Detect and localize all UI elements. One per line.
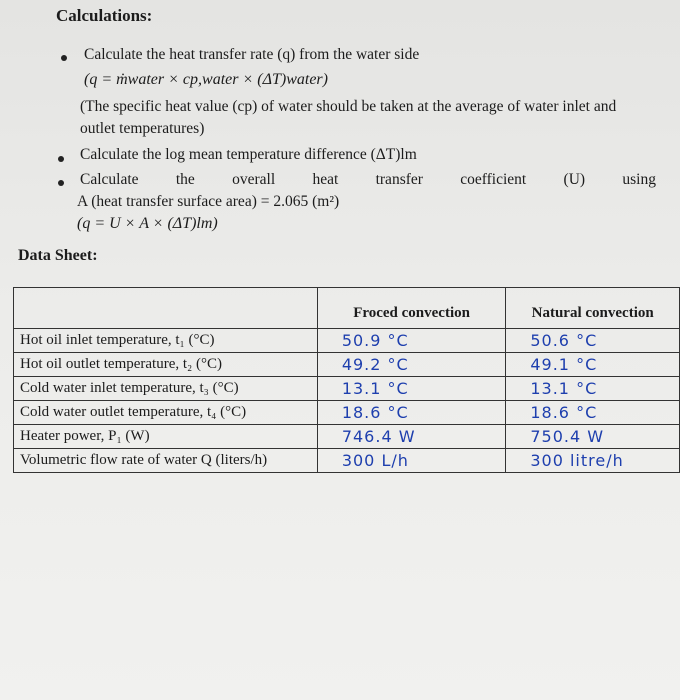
bullet3-word: using [622, 171, 656, 188]
bullet-dot [58, 156, 64, 162]
bullet3-word: overall [232, 171, 276, 188]
row-label: Hot oil outlet temperature, t₂ (°C) [14, 353, 318, 377]
row-label: Cold water inlet temperature, t₃ (°C) [14, 377, 318, 401]
bullet1-note: (The specific heat value (cp) of water should be taken at the average of water inlet and [80, 98, 617, 115]
table-row [14, 425, 680, 449]
bullet2-text: Calculate the log mean temperature difference (ΔT)lm [80, 146, 417, 163]
table-row [14, 449, 680, 473]
row-label: Cold water outlet temperature, t₄ (°C) [14, 401, 318, 425]
bullet3-word: transfer [375, 171, 423, 188]
table-row [14, 377, 680, 401]
bullet-dot [58, 180, 64, 186]
table-row [14, 401, 680, 425]
bullet1-note-cont: outlet temperatures) [80, 120, 205, 137]
forced-value: 13.1 °C [317, 377, 506, 401]
bullet3-word: the [175, 171, 195, 188]
table-row [14, 353, 680, 377]
bullet-dot [61, 55, 67, 61]
row-label: Hot oil inlet temperature, t₁ (°C) [14, 329, 318, 353]
forced-value: 50.9 °C [317, 329, 506, 353]
bullet3-area: A (heat transfer surface area) = 2.065 (m²) [77, 193, 340, 210]
table-header-row [14, 288, 680, 329]
header-natural-convection: Natural convection [506, 288, 680, 329]
bullet3-text [80, 171, 656, 189]
data-sheet-heading: Data Sheet: [18, 247, 98, 264]
calculations-heading: Calculations: [56, 6, 153, 25]
bullet3-word: coefficient [460, 171, 527, 188]
header-forced-convection: Froced convection [317, 288, 506, 329]
forced-value: 49.2 °C [317, 353, 506, 377]
forced-value: 746.4 W [317, 425, 506, 449]
bullet3-word: heat [312, 171, 339, 188]
natural-value: 49.1 °C [506, 353, 680, 377]
natural-value: 18.6 °C [506, 401, 680, 425]
natural-value: 750.4 W [506, 425, 680, 449]
bullet3-word: Calculate [80, 171, 139, 188]
forced-value: 18.6 °C [317, 401, 506, 425]
row-label: Volumetric flow rate of water Q (liters/h) [14, 449, 318, 473]
natural-value: 50.6 °C [506, 329, 680, 353]
bullet3-formula: (q = U × A × (ΔT)lm) [77, 215, 218, 232]
natural-value: 300 litre/h [506, 449, 680, 473]
bullet1-text: Calculate the heat transfer rate (q) from the water side [84, 46, 420, 63]
table-row [14, 329, 680, 353]
row-label: Heater power, P₁ (W) [14, 425, 318, 449]
bullet1-formula: (q = ṁwater × cp,water × (ΔT)water) [84, 71, 328, 88]
data-sheet-table [13, 287, 680, 473]
forced-value: 300 L/h [317, 449, 506, 473]
natural-value: 13.1 °C [506, 377, 680, 401]
bullet3-word: (U) [563, 171, 586, 188]
header-cell-blank [14, 288, 318, 329]
